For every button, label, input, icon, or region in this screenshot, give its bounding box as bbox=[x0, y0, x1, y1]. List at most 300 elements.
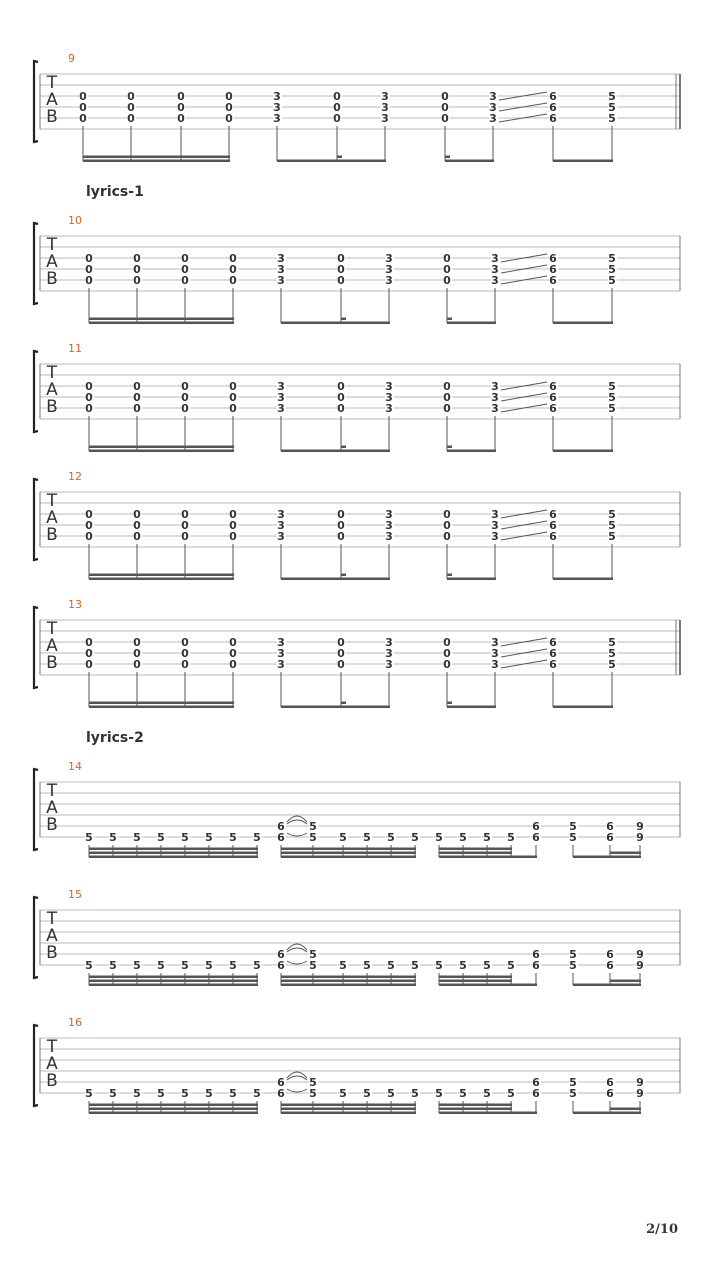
fret-number: 0 bbox=[443, 508, 451, 521]
fret-number: 5 bbox=[205, 831, 213, 844]
fret-number: 0 bbox=[181, 274, 189, 287]
fret-number: 5 bbox=[309, 820, 317, 833]
tab-clef-letter: B bbox=[46, 397, 58, 417]
fret-number: 0 bbox=[133, 508, 141, 521]
note-beam bbox=[610, 856, 641, 859]
fret-number: 0 bbox=[85, 508, 93, 521]
fret-number: 6 bbox=[606, 1087, 614, 1100]
fret-number: 0 bbox=[225, 90, 233, 103]
fret-number: 6 bbox=[549, 263, 557, 276]
fret-number: 5 bbox=[569, 1076, 577, 1089]
note-beam bbox=[439, 984, 512, 987]
note-beam bbox=[281, 856, 416, 859]
fret-number: 6 bbox=[277, 1076, 285, 1089]
tab-clef-letter: B bbox=[46, 815, 58, 835]
page-number: 2/10 bbox=[646, 1222, 678, 1237]
fret-number: 5 bbox=[85, 1087, 93, 1100]
fret-number: 3 bbox=[385, 636, 393, 649]
note-beam bbox=[610, 1108, 641, 1111]
fret-number: 3 bbox=[277, 380, 285, 393]
note-beam bbox=[447, 450, 496, 453]
fret-number: 3 bbox=[491, 274, 499, 287]
fret-number: 0 bbox=[127, 90, 135, 103]
note-beam bbox=[89, 322, 234, 325]
tab-clef-letter: A bbox=[46, 508, 58, 528]
fret-number: 9 bbox=[636, 948, 644, 961]
fret-number: 6 bbox=[606, 831, 614, 844]
fret-number: 0 bbox=[133, 391, 141, 404]
note-beam bbox=[281, 1112, 416, 1115]
fret-number: 5 bbox=[411, 831, 419, 844]
fret-number: 0 bbox=[337, 274, 345, 287]
note-beam bbox=[553, 450, 613, 453]
fret-number: 0 bbox=[181, 658, 189, 671]
tab-clef-letter: B bbox=[46, 943, 58, 963]
system-bracket bbox=[34, 1025, 38, 1106]
fret-number: 5 bbox=[459, 959, 467, 972]
fret-number: 0 bbox=[229, 658, 237, 671]
fret-number: 0 bbox=[229, 519, 237, 532]
note-beam bbox=[281, 980, 416, 983]
fret-number: 5 bbox=[387, 1087, 395, 1100]
fret-number: 0 bbox=[229, 380, 237, 393]
fret-number: 0 bbox=[443, 519, 451, 532]
fret-number: 3 bbox=[491, 391, 499, 404]
beam-stub bbox=[341, 318, 346, 321]
fret-number: 6 bbox=[549, 101, 557, 114]
note-beam bbox=[89, 980, 258, 983]
tie-arc bbox=[287, 820, 307, 824]
fret-number: 3 bbox=[277, 519, 285, 532]
tab-clef-letter: T bbox=[46, 781, 58, 801]
fret-number: 3 bbox=[277, 252, 285, 265]
beam-stub bbox=[337, 156, 342, 159]
fret-number: 6 bbox=[277, 820, 285, 833]
fret-number: 0 bbox=[443, 647, 451, 660]
tie-arc bbox=[287, 948, 307, 952]
fret-number: 5 bbox=[608, 274, 616, 287]
fret-number: 5 bbox=[133, 831, 141, 844]
note-beam bbox=[610, 980, 641, 983]
note-beam bbox=[281, 578, 390, 581]
fret-number: 0 bbox=[177, 90, 185, 103]
fret-number: 0 bbox=[225, 101, 233, 114]
note-beam bbox=[281, 984, 416, 987]
fret-number: 0 bbox=[443, 658, 451, 671]
fret-number: 5 bbox=[608, 658, 616, 671]
fret-number: 6 bbox=[549, 380, 557, 393]
fret-number: 0 bbox=[229, 263, 237, 276]
fret-number: 3 bbox=[381, 90, 389, 103]
tie-arc bbox=[287, 1089, 307, 1092]
tab-clef-letter: A bbox=[46, 380, 58, 400]
fret-number: 3 bbox=[385, 402, 393, 415]
fret-number: 0 bbox=[85, 647, 93, 660]
system-bracket bbox=[34, 607, 38, 688]
note-beam bbox=[439, 1112, 512, 1115]
fret-number: 5 bbox=[387, 959, 395, 972]
fret-number: 0 bbox=[441, 112, 449, 125]
note-beam bbox=[553, 160, 613, 163]
fret-number: 0 bbox=[85, 252, 93, 265]
fret-number: 0 bbox=[85, 274, 93, 287]
beam-stub bbox=[341, 574, 346, 577]
fret-number: 0 bbox=[85, 519, 93, 532]
fret-number: 3 bbox=[489, 112, 497, 125]
fret-number: 6 bbox=[277, 831, 285, 844]
tab-clef-letter: T bbox=[46, 909, 58, 929]
fret-number: 0 bbox=[79, 101, 87, 114]
tab-system bbox=[34, 470, 680, 580]
note-beam bbox=[553, 706, 613, 709]
fret-number: 5 bbox=[85, 959, 93, 972]
tab-clef-letter: T bbox=[46, 235, 58, 255]
fret-number: 5 bbox=[363, 831, 371, 844]
fret-number: 5 bbox=[411, 1087, 419, 1100]
fret-number: 5 bbox=[309, 948, 317, 961]
fret-number: 5 bbox=[608, 508, 616, 521]
fret-number: 0 bbox=[337, 530, 345, 543]
system-bracket bbox=[34, 61, 38, 142]
tab-clef-letter: T bbox=[46, 619, 58, 639]
fret-number: 6 bbox=[549, 90, 557, 103]
fret-number: 5 bbox=[133, 1087, 141, 1100]
fret-number: 0 bbox=[133, 636, 141, 649]
tie-arc bbox=[287, 1072, 307, 1078]
note-beam bbox=[89, 446, 234, 449]
measure-number: 10 bbox=[68, 214, 82, 227]
tab-system bbox=[34, 214, 680, 324]
note-beam bbox=[281, 450, 390, 453]
note-beam bbox=[281, 706, 390, 709]
tab-clef-letter: A bbox=[46, 90, 58, 110]
note-beam bbox=[439, 848, 512, 851]
measure-number: 11 bbox=[68, 342, 82, 355]
fret-number: 0 bbox=[337, 658, 345, 671]
system-bracket bbox=[34, 351, 38, 432]
fret-number: 6 bbox=[606, 948, 614, 961]
fret-number: 0 bbox=[337, 519, 345, 532]
fret-number: 0 bbox=[229, 636, 237, 649]
fret-number: 5 bbox=[339, 831, 347, 844]
fret-number: 0 bbox=[443, 274, 451, 287]
fret-number: 0 bbox=[333, 90, 341, 103]
fret-number: 3 bbox=[277, 508, 285, 521]
fret-number: 3 bbox=[491, 530, 499, 543]
fret-number: 3 bbox=[277, 647, 285, 660]
note-beam bbox=[439, 852, 512, 855]
tab-system bbox=[34, 342, 680, 452]
tie-arc bbox=[287, 961, 307, 964]
fret-number: 6 bbox=[549, 252, 557, 265]
note-beam bbox=[281, 1104, 416, 1107]
fret-number: 5 bbox=[608, 647, 616, 660]
fret-number: 0 bbox=[85, 636, 93, 649]
fret-number: 0 bbox=[229, 508, 237, 521]
fret-number: 6 bbox=[549, 508, 557, 521]
fret-number: 3 bbox=[381, 101, 389, 114]
fret-number: 5 bbox=[339, 1087, 347, 1100]
fret-number: 0 bbox=[181, 402, 189, 415]
fret-number: 0 bbox=[177, 101, 185, 114]
fret-number: 0 bbox=[443, 402, 451, 415]
fret-number: 5 bbox=[608, 252, 616, 265]
note-beam bbox=[447, 322, 496, 325]
fret-number: 6 bbox=[277, 948, 285, 961]
note-beam bbox=[511, 1112, 537, 1115]
fret-number: 5 bbox=[483, 959, 491, 972]
note-beam bbox=[281, 852, 416, 855]
fret-number: 5 bbox=[109, 959, 117, 972]
fret-number: 3 bbox=[385, 530, 393, 543]
fret-number: 0 bbox=[225, 112, 233, 125]
fret-number: 3 bbox=[385, 647, 393, 660]
fret-number: 5 bbox=[569, 959, 577, 972]
fret-number: 5 bbox=[253, 959, 261, 972]
fret-number: 5 bbox=[608, 101, 616, 114]
tab-clef-letter: A bbox=[46, 798, 58, 818]
fret-number: 6 bbox=[532, 1076, 540, 1089]
system-bracket bbox=[34, 769, 38, 850]
fret-number: 3 bbox=[273, 112, 281, 125]
note-beam bbox=[610, 984, 641, 987]
note-beam bbox=[89, 1104, 258, 1107]
fret-number: 3 bbox=[385, 391, 393, 404]
fret-number: 5 bbox=[608, 636, 616, 649]
fret-number: 5 bbox=[363, 1087, 371, 1100]
fret-number: 0 bbox=[127, 112, 135, 125]
tie-arc bbox=[287, 1076, 307, 1080]
beam-stub bbox=[447, 446, 452, 449]
note-beam bbox=[89, 706, 234, 709]
fret-number: 0 bbox=[133, 263, 141, 276]
fret-number: 0 bbox=[333, 112, 341, 125]
fret-number: 5 bbox=[205, 1087, 213, 1100]
fret-number: 5 bbox=[569, 820, 577, 833]
tab-clef-letter: T bbox=[46, 363, 58, 383]
fret-number: 5 bbox=[157, 959, 165, 972]
fret-number: 5 bbox=[229, 831, 237, 844]
fret-number: 6 bbox=[277, 959, 285, 972]
fret-number: 6 bbox=[549, 530, 557, 543]
tab-system bbox=[34, 1016, 680, 1114]
fret-number: 5 bbox=[608, 90, 616, 103]
note-beam bbox=[89, 318, 234, 321]
fret-number: 5 bbox=[309, 831, 317, 844]
note-beam bbox=[573, 856, 611, 859]
fret-number: 5 bbox=[363, 959, 371, 972]
tab-system bbox=[34, 52, 680, 162]
fret-number: 3 bbox=[277, 402, 285, 415]
tab-system bbox=[34, 760, 680, 858]
fret-number: 5 bbox=[608, 380, 616, 393]
fret-number: 3 bbox=[273, 90, 281, 103]
beam-stub bbox=[447, 702, 452, 705]
fret-number: 3 bbox=[277, 636, 285, 649]
fret-number: 0 bbox=[181, 391, 189, 404]
measure-number: 9 bbox=[68, 52, 75, 65]
note-beam bbox=[447, 578, 496, 581]
fret-number: 3 bbox=[489, 101, 497, 114]
measure-number: 15 bbox=[68, 888, 82, 901]
fret-number: 5 bbox=[157, 1087, 165, 1100]
fret-number: 3 bbox=[491, 263, 499, 276]
note-beam bbox=[610, 852, 641, 855]
note-beam bbox=[89, 976, 258, 979]
note-beam bbox=[447, 706, 496, 709]
note-beam bbox=[439, 1108, 512, 1111]
fret-number: 0 bbox=[127, 101, 135, 114]
fret-number: 6 bbox=[532, 1087, 540, 1100]
note-beam bbox=[445, 160, 494, 163]
fret-number: 3 bbox=[385, 252, 393, 265]
fret-number: 0 bbox=[229, 530, 237, 543]
fret-number: 0 bbox=[443, 380, 451, 393]
fret-number: 3 bbox=[381, 112, 389, 125]
fret-number: 5 bbox=[507, 1087, 515, 1100]
fret-number: 0 bbox=[181, 636, 189, 649]
tie-arc bbox=[287, 816, 307, 822]
fret-number: 5 bbox=[109, 831, 117, 844]
note-beam bbox=[89, 578, 234, 581]
fret-number: 0 bbox=[133, 380, 141, 393]
fret-number: 3 bbox=[491, 252, 499, 265]
note-beam bbox=[89, 848, 258, 851]
fret-number: 6 bbox=[606, 820, 614, 833]
fret-number: 3 bbox=[277, 274, 285, 287]
beam-stub bbox=[447, 318, 452, 321]
note-beam bbox=[281, 976, 416, 979]
beam-stub bbox=[341, 702, 346, 705]
note-beam bbox=[610, 1112, 641, 1115]
fret-number: 3 bbox=[385, 508, 393, 521]
measure-number: 13 bbox=[68, 598, 82, 611]
fret-number: 0 bbox=[337, 391, 345, 404]
fret-number: 0 bbox=[85, 263, 93, 276]
fret-number: 5 bbox=[181, 1087, 189, 1100]
tab-clef-letter: A bbox=[46, 926, 58, 946]
note-beam bbox=[553, 578, 613, 581]
tab-clef-letter: A bbox=[46, 252, 58, 272]
note-beam bbox=[89, 1108, 258, 1111]
note-beam bbox=[83, 160, 230, 163]
system-bracket bbox=[34, 479, 38, 560]
note-beam bbox=[89, 856, 258, 859]
fret-number: 6 bbox=[532, 948, 540, 961]
fret-number: 3 bbox=[489, 90, 497, 103]
fret-number: 3 bbox=[385, 274, 393, 287]
fret-number: 3 bbox=[385, 519, 393, 532]
fret-number: 5 bbox=[205, 959, 213, 972]
fret-number: 5 bbox=[309, 959, 317, 972]
note-beam bbox=[553, 322, 613, 325]
fret-number: 9 bbox=[636, 1087, 644, 1100]
fret-number: 9 bbox=[636, 831, 644, 844]
fret-number: 5 bbox=[608, 530, 616, 543]
tab-clef-letter: T bbox=[46, 1037, 58, 1057]
fret-number: 0 bbox=[181, 508, 189, 521]
fret-number: 3 bbox=[277, 263, 285, 276]
note-beam bbox=[511, 856, 537, 859]
fret-number: 5 bbox=[229, 1087, 237, 1100]
fret-number: 0 bbox=[229, 402, 237, 415]
note-beam bbox=[89, 574, 234, 577]
note-beam bbox=[281, 1108, 416, 1111]
beam-stub bbox=[341, 446, 346, 449]
system-bracket bbox=[34, 897, 38, 978]
fret-number: 3 bbox=[273, 101, 281, 114]
fret-number: 0 bbox=[133, 658, 141, 671]
fret-number: 3 bbox=[491, 519, 499, 532]
fret-number: 5 bbox=[483, 1087, 491, 1100]
measure-number: 16 bbox=[68, 1016, 82, 1029]
fret-number: 0 bbox=[133, 647, 141, 660]
fret-number: 0 bbox=[181, 530, 189, 543]
fret-number: 5 bbox=[459, 831, 467, 844]
fret-number: 5 bbox=[181, 959, 189, 972]
note-beam bbox=[89, 1112, 258, 1115]
fret-number: 5 bbox=[569, 1087, 577, 1100]
fret-number: 0 bbox=[181, 252, 189, 265]
note-beam bbox=[439, 1104, 512, 1107]
note-beam bbox=[439, 980, 512, 983]
tab-system bbox=[34, 888, 680, 986]
fret-number: 9 bbox=[636, 959, 644, 972]
fret-number: 5 bbox=[608, 402, 616, 415]
fret-number: 5 bbox=[507, 831, 515, 844]
tie-arc bbox=[287, 833, 307, 836]
fret-number: 6 bbox=[549, 519, 557, 532]
note-beam bbox=[277, 160, 386, 163]
fret-number: 3 bbox=[491, 380, 499, 393]
fret-number: 0 bbox=[337, 647, 345, 660]
fret-number: 0 bbox=[133, 530, 141, 543]
fret-number: 0 bbox=[85, 380, 93, 393]
section-label: lyrics-1 bbox=[86, 184, 144, 200]
fret-number: 3 bbox=[277, 530, 285, 543]
fret-number: 6 bbox=[606, 959, 614, 972]
fret-number: 5 bbox=[608, 263, 616, 276]
fret-number: 0 bbox=[133, 252, 141, 265]
fret-number: 6 bbox=[549, 636, 557, 649]
fret-number: 6 bbox=[532, 831, 540, 844]
fret-number: 0 bbox=[85, 658, 93, 671]
fret-number: 6 bbox=[532, 820, 540, 833]
fret-number: 5 bbox=[85, 831, 93, 844]
fret-number: 0 bbox=[133, 402, 141, 415]
fret-number: 0 bbox=[443, 636, 451, 649]
fret-number: 5 bbox=[435, 831, 443, 844]
note-beam bbox=[439, 856, 512, 859]
fret-number: 5 bbox=[109, 1087, 117, 1100]
note-beam bbox=[83, 156, 230, 159]
fret-number: 3 bbox=[277, 391, 285, 404]
note-beam bbox=[89, 984, 258, 987]
fret-number: 0 bbox=[443, 391, 451, 404]
fret-number: 5 bbox=[157, 831, 165, 844]
fret-number: 5 bbox=[133, 959, 141, 972]
note-beam bbox=[89, 852, 258, 855]
tab-system bbox=[34, 598, 680, 708]
fret-number: 0 bbox=[181, 263, 189, 276]
fret-number: 3 bbox=[491, 636, 499, 649]
tab-clef-letter: T bbox=[46, 491, 58, 511]
fret-number: 5 bbox=[459, 1087, 467, 1100]
fret-number: 0 bbox=[133, 274, 141, 287]
fret-number: 5 bbox=[387, 831, 395, 844]
system-bracket bbox=[34, 223, 38, 304]
fret-number: 5 bbox=[569, 948, 577, 961]
